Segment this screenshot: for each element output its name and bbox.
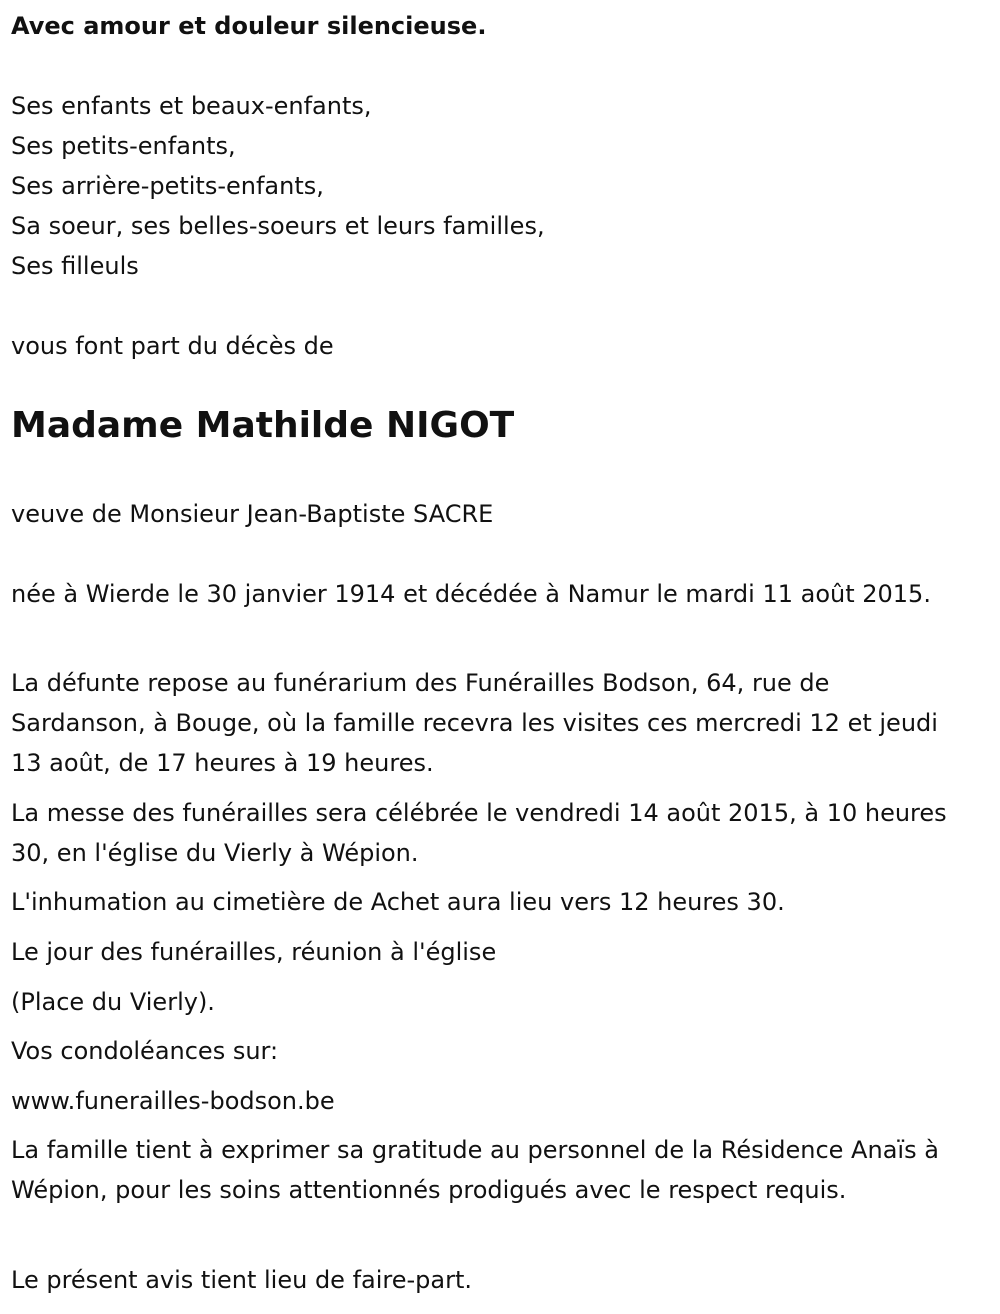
burial-text: L'inhumation au cimetière de Achet aura lieu vers 12 heures 30. <box>11 888 785 916</box>
family-line: Ses enfants et beaux-enfants, <box>11 92 372 120</box>
gratitude-text: La famille tient à exprimer sa gratitude au personnel de la Résidence Anaïs à Wépion, pour les soins attentionnés prodigués avec le respect requis. <box>11 1136 939 1204</box>
gathering-place-text: (Place du Vierly). <box>11 988 215 1016</box>
website-link[interactable]: www.funerailles-bodson.be <box>11 1087 335 1115</box>
closing-text: Le présent avis tient lieu de faire-part. <box>11 1266 473 1294</box>
birth-death-text: née à Wierde le 30 janvier 1914 et décédée à Namur le mardi 11 août 2015. <box>11 580 931 608</box>
family-line: Ses petits-enfants, <box>11 132 236 160</box>
gathering-text: Le jour des funérailles, réunion à l'église <box>11 938 497 966</box>
family-line: Ses arrière-petits-enfants, <box>11 172 324 200</box>
repose-text: La défunte repose au funérarium des Funérailles Bodson, 64, rue de Sardanson, à Bouge, où la famille recevra les visites ces mercredi 12 et jeudi 13 août, de 17 heures à 19 heures. <box>11 669 938 777</box>
family-line: Ses filleuls <box>11 252 139 280</box>
mass-text: La messe des funérailles sera célébrée le vendredi 14 août 2015, à 10 heures 30, en l'église du Vierly à Wépion. <box>11 799 947 867</box>
widow-of-text: veuve de Monsieur Jean-Baptiste SACRE <box>11 500 494 528</box>
announcement-text: vous font part du décès de <box>11 332 334 360</box>
condolences-label: Vos condoléances sur: <box>11 1037 279 1065</box>
deceased-name: Madame Mathilde NIGOT <box>11 405 515 446</box>
intro-heading: Avec amour et douleur silencieuse. <box>11 12 487 40</box>
family-line: Sa soeur, ses belles-soeurs et leurs familles, <box>11 212 545 240</box>
